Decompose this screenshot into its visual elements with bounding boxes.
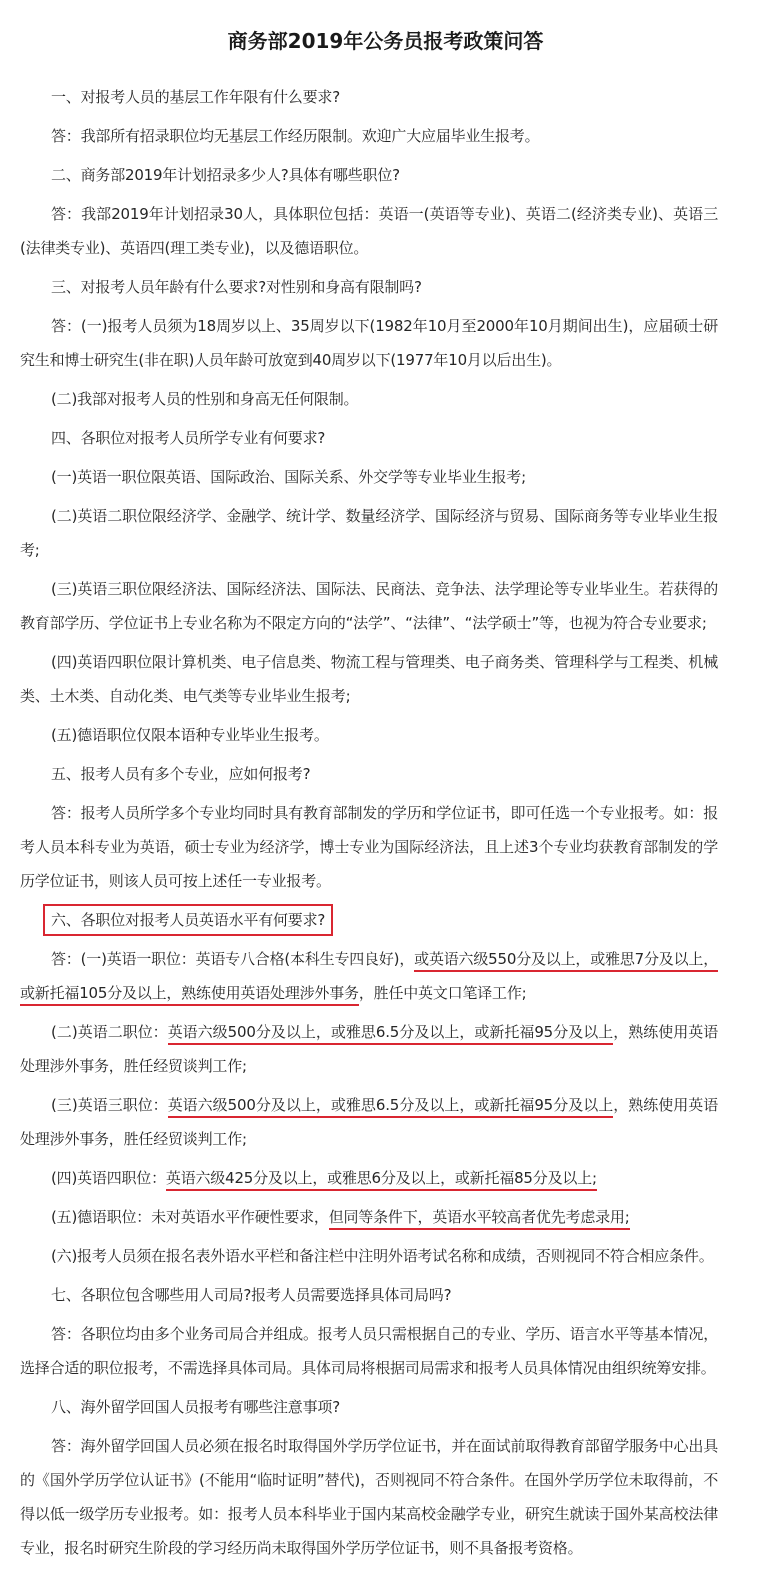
answer-prefix: (五)德语职位：未对英语水平作硬性要求， [51,1208,329,1226]
paragraph: 五、报考人员有多个专业，应如何报考? [51,765,311,783]
paragraph: (二)英语二职位限经济学、金融学、统计学、数量经济学、国际经济与贸易、国际商务等专业毕业生报考; [20,507,718,559]
answer-item [20,942,718,1010]
underlined-requirement: 英语六级425分及以上，或雅思6分及以上，或新托福85分及以上; [166,1169,597,1191]
paragraph: 答：海外留学回国人员必须在报名时取得国外学历学位证书，并在面试前取得教育部留学服务中心出具的《国外学历学位认证书》(不能用“临时证明”替代)，否则视同不符合条件。在国外学历学位未取得前，不得以低一级学历专业报考。如：报考人员本科毕业于国内某高校金融学专业，研究生就读于国外某高校法律专业，报名时研究生阶段的学习经历尚未取得国外学历学位证书，则不具备报考资格。 [20,1437,718,1557]
answer-prefix: 答：(一)英语一职位：英语专八合格(本科生专四良好)， [51,950,415,968]
paragraph: 八、海外留学回国人员报考有哪些注意事项? [51,1398,340,1416]
paragraph: 一、对报考人员的基层工作年限有什么要求? [51,88,340,106]
paragraph: 四、各职位对报考人员所学专业有何要求? [51,429,326,447]
paragraph: 答：报考人员所学多个专业均同时具有教育部制发的学历和学位证书，即可任选一个专业报考。如：报考人员本科专业为英语，硕士专业为经济学，博士专业为国际经济法，且上述3个专业均获教育部制发的学历学位证书，则该人员可按上述任一专业报考。 [20,804,718,890]
answer-item [20,1015,718,1083]
answer-item [20,1200,718,1234]
paragraph: 答：我部2019年计划招录30人，具体职位包括：英语一(英语等专业)、英语二(经济类专业)、英语三(法律类专业)、英语四(理工类专业)，以及德语职位。 [20,205,718,257]
paragraph: 三、对报考人员年龄有什么要求?对性别和身高有限制吗? [51,278,422,296]
answer-suffix: ，胜任中英文口笔译工作; [358,984,527,1002]
answer-prefix: (三)英语三职位： [51,1096,168,1114]
article-body [20,80,718,1570]
underlined-requirement: 英语六级500分及以上，或雅思6.5分及以上，或新托福95分及以上 [168,1096,614,1118]
paragraph: 七、各职位包含哪些用人司局?报考人员需要选择具体司局吗? [51,1286,452,1304]
underlined-requirement: 或英语六级550分及以上，或雅思7分及以上，或新托福105分及以上，熟练使用英语处理涉外事务 [20,950,718,1006]
paragraph: 答：(一)报考人员须为18周岁以上、35周岁以下(1982年10月至2000年10月期间出生)，应届硕士研究生和博士研究生(非在职)人员年龄可放宽到40周岁以下(1977年10月以后出生)。 [20,317,718,369]
paragraph: (四)英语四职位限计算机类、电子信息类、物流工程与管理类、电子商务类、管理科学与工程类、机械类、土木类、自动化类、电气类等专业毕业生报考; [20,653,718,705]
answer-suffix: ，熟练使用英语处理涉外事务，胜任经贸谈判工作; [20,1023,718,1075]
underlined-requirement: 英语六级500分及以上，或雅思6.5分及以上，或新托福95分及以上 [168,1023,614,1045]
answer-item [20,1161,718,1195]
paragraph: (二)我部对报考人员的性别和身高无任何限制。 [51,390,359,408]
answer-item [20,1088,718,1156]
paragraph: 答：各职位均由多个业务司局合并组成。报考人员只需根据自己的专业、学历、语言水平等基本情况，选择合适的职位报考，不需选择具体司局。具体司局将根据司局需求和报考人员具体情况由组织统筹安排。 [20,1325,718,1377]
paragraph: (一)英语一职位限英语、国际政治、国际关系、外交学等专业毕业生报考; [51,468,526,486]
paragraph: (三)英语三职位限经济法、国际经济法、国际法、民商法、竞争法、法学理论等专业毕业生。若获得的教育部学历、学位证书上专业名称为不限定方向的“法学”、“法律”、“法学硕士”等，也视为符合专业要求; [20,580,718,632]
paragraph: (六)报考人员须在报名表外语水平栏和备注栏中注明外语考试名称和成绩，否则视同不符合相应条件。 [51,1247,714,1265]
answer-suffix: ，熟练使用英语处理涉外事务，胜任经贸谈判工作; [20,1096,718,1148]
paragraph: 二、商务部2019年计划招录多少人?具体有哪些职位? [51,166,400,184]
paragraph: (五)德语职位仅限本语种专业毕业生报考。 [51,726,329,744]
highlight-box: 六、各职位对报考人员英语水平有何要求? [43,904,333,936]
article-title: 商务部2019年公务员报考政策问答 [227,29,544,53]
answer-prefix: (四)英语四职位： [51,1169,166,1187]
highlighted-question [20,903,718,937]
answer-prefix: (二)英语二职位： [51,1023,168,1041]
paragraph: 答：我部所有招录职位均无基层工作经历限制。欢迎广大应届毕业生报考。 [51,127,540,145]
underlined-requirement: 但同等条件下，英语水平较高者优先考虑录用; [329,1208,630,1230]
